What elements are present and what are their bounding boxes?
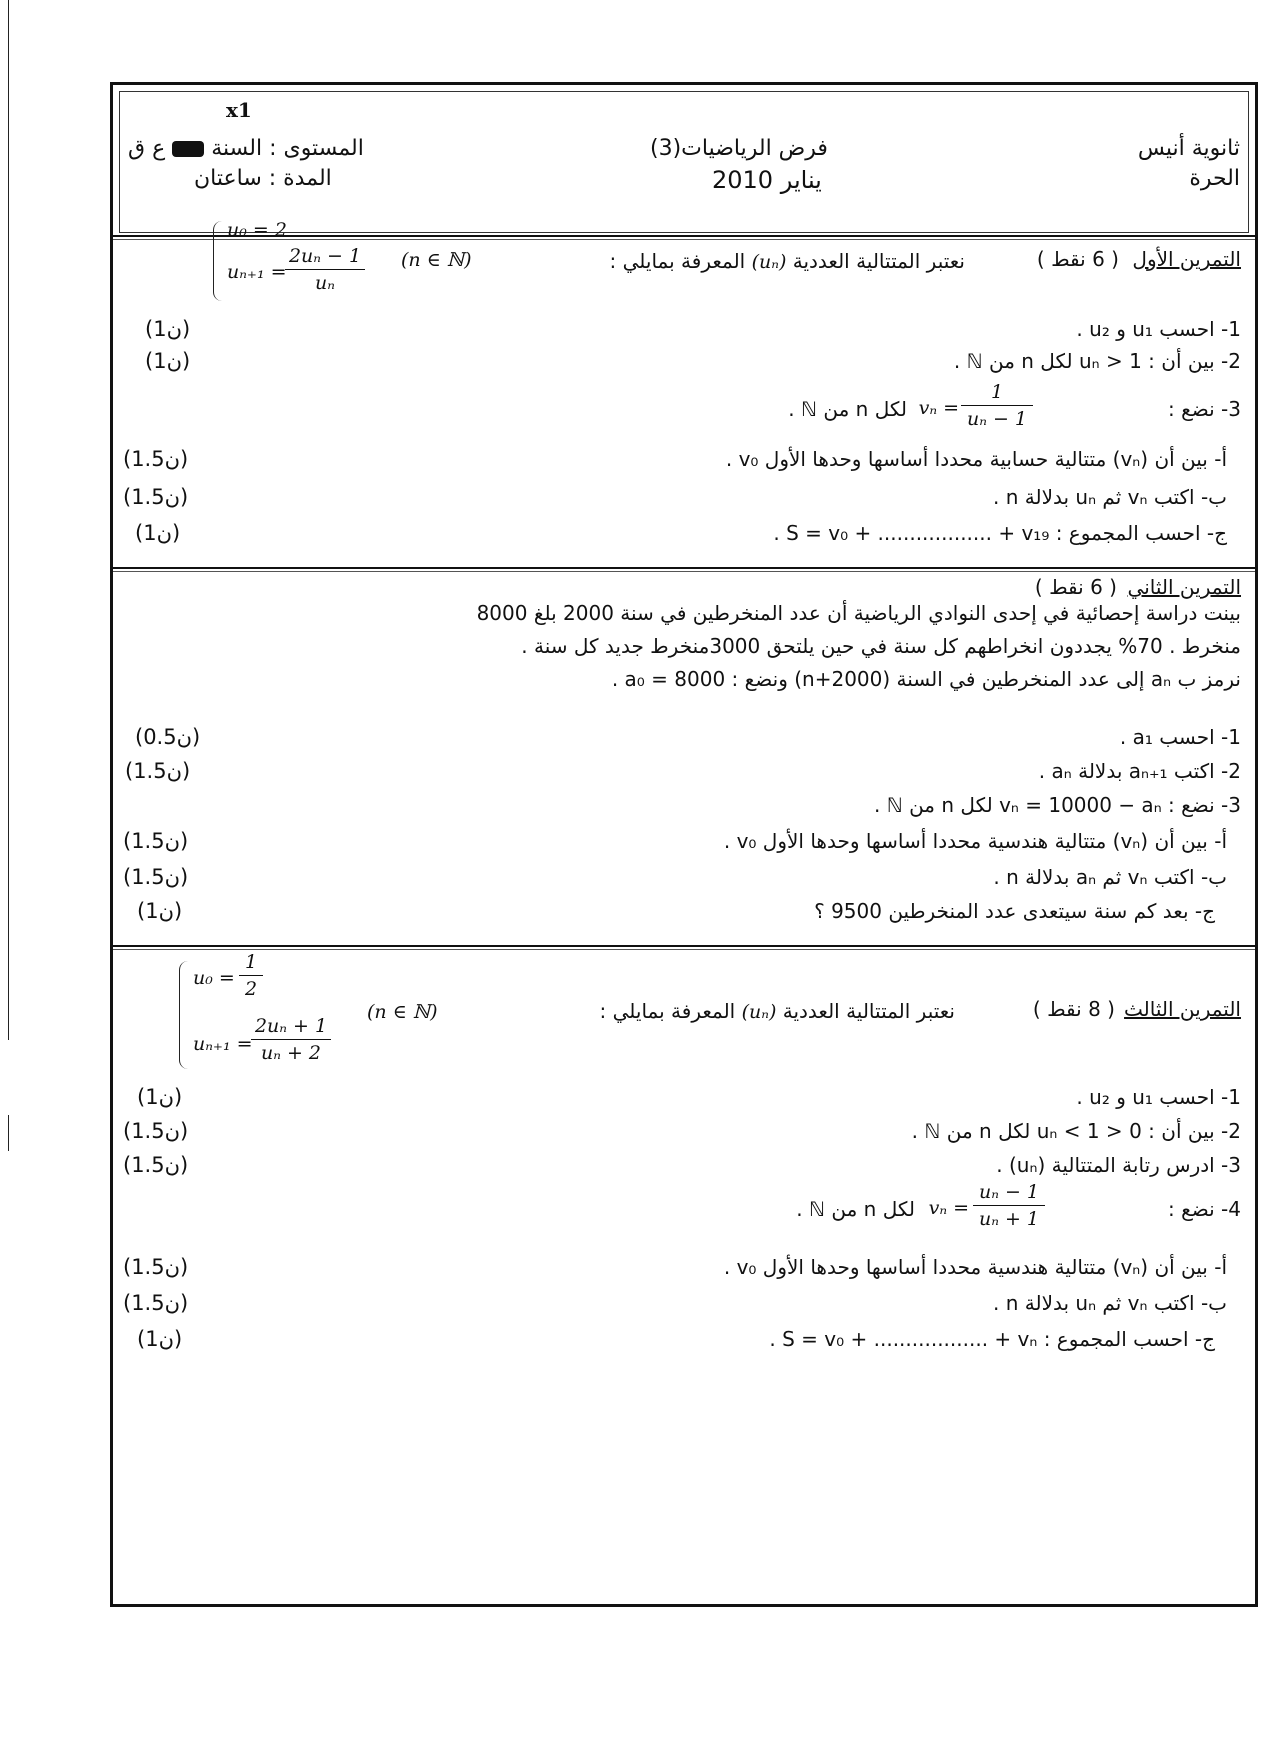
statement-line-1: بينت دراسة إحصائية في إحدى النوادي الرياضية أن عدد المنخرطين في سنة 2000 بلغ 8000 — [476, 601, 1241, 625]
page-edge-line — [8, 0, 9, 1040]
fraction-denominator: uₙ + 2 — [260, 1042, 322, 1064]
exercise3-q2-points: (1.5ن) — [123, 1119, 189, 1143]
exercise2-qa-points: (1.5ن) — [123, 829, 189, 853]
definition-line-1: u₀ = 2 — [227, 219, 287, 241]
exam-header — [119, 91, 1249, 233]
exercise2-points: ( 6 نقط ) — [1034, 575, 1117, 599]
q4-denominator: uₙ + 1 — [978, 1208, 1040, 1230]
q4-numerator: uₙ − 1 — [978, 1181, 1040, 1203]
exercise3-q1-points: (1ن) — [137, 1085, 183, 1109]
definition-brace — [213, 221, 222, 301]
exercise1-q2-points: (1ن) — [145, 349, 191, 373]
exercise3-qa: أ- بين أن (vₙ) متتالية هندسية محددا أساسها وحدها الأول v₀ . — [723, 1255, 1227, 1279]
section-divider-2 — [113, 567, 1255, 572]
exercise2-qc: ج- بعد كم سنة سيتعدى عدد المنخرطين 9500 ؟ — [814, 899, 1215, 923]
exercise3-q4-label: 4- نضع : — [1168, 1197, 1241, 1221]
exercise2-q1: 1- احسب a₁ . — [1119, 725, 1241, 749]
exercise2-qc-points: (1ن) — [137, 899, 183, 923]
u0-numerator: 1 — [244, 951, 258, 973]
exercise2-q1-points: (0.5ن) — [135, 725, 201, 749]
exercise1-qa: أ- بين أن (vₙ) متتالية حسابية محددا أساسها وحدها الأول v₀ . — [725, 447, 1227, 471]
exercise2-statement — [231, 597, 1241, 696]
q3-denominator: uₙ − 1 — [966, 408, 1028, 430]
section-divider-3 — [113, 945, 1255, 950]
exercise3-qb: ب- اكتب vₙ ثم uₙ بدلالة n . — [993, 1291, 1227, 1315]
exercise3-qb-points: (1.5ن) — [123, 1291, 189, 1315]
exercise3-q1: 1- احسب u₁ و u₂ . — [1076, 1085, 1241, 1109]
sequence-symbol: (u — [759, 251, 787, 273]
exercise2-q2: 2- اكتب aₙ₊₁ بدلالة aₙ . — [1038, 759, 1241, 783]
exercise1-qb-points: (1.5ن) — [123, 485, 189, 509]
exam-title: فرض الرياضيات(3) — [650, 136, 828, 161]
exercise2-q2-points: (1.5ن) — [125, 759, 191, 783]
q4-fraction — [973, 1181, 1045, 1230]
exercise3-q3: 3- ادرس رتابة المتتالية (uₙ) . — [996, 1153, 1241, 1177]
exercise1-q1-points: (1ن) — [145, 317, 191, 341]
ink-blot — [172, 141, 204, 157]
school-city: الحرة — [1189, 166, 1240, 191]
exercise3-qc-points: (1ن) — [137, 1327, 183, 1351]
exercise3-intro: نعتبر المتتالية العددية (uₙ) المعرفة بمايلي : — [599, 999, 955, 1023]
exercise2-qb: ب- اكتب vₙ ثم aₙ بدلالة n . — [993, 865, 1227, 889]
q3-fraction — [961, 381, 1033, 430]
intro-text: نعتبر المتتالية العددية — [782, 999, 955, 1023]
exercise1-qc-points: (1ن) — [135, 521, 181, 545]
exercise1-q1: 1- احسب u₁ و u₂ . — [1076, 317, 1241, 341]
intro-text-2: المعرفة بمايلي : — [609, 249, 746, 273]
fraction-numerator: 2uₙ − 1 — [288, 245, 362, 267]
exam-duration: المدة : ساعتان — [194, 166, 332, 191]
page-edge-mark — [8, 1115, 9, 1151]
q3-quantifier: لكل n من ℕ . — [788, 397, 907, 421]
statement-line-3: نرمز ب aₙ إلى عدد المنخرطين في السنة (2000+n) ونضع : a₀ = 8000 . — [611, 667, 1241, 691]
exam-frame — [110, 82, 1258, 1607]
school-name: ثانوية أنيس — [1137, 136, 1240, 161]
fraction-numerator: 2uₙ + 1 — [254, 1015, 328, 1037]
exercise1-intro: نعتبر المتتالية العددية (uₙ) المعرفة بمايلي : — [609, 249, 965, 273]
exercise1-qb: ب- اكتب vₙ ثم uₙ بدلالة n . — [993, 485, 1227, 509]
definition-lhs: uₙ₊₁ = — [193, 1033, 253, 1055]
exercise3-qa-points: (1.5ن) — [123, 1255, 189, 1279]
level-label: المستوى : السنة — [211, 136, 364, 161]
exercise2-title: التمرين الثاني — [1127, 575, 1241, 599]
exercise2-q3: 3- نضع : vₙ = 10000 − aₙ لكل n من ℕ . — [873, 793, 1241, 817]
level-suffix: ع ق — [128, 136, 166, 161]
exercise3-domain: (n ∈ ℕ) — [367, 1001, 438, 1023]
q3-lhs: vₙ = — [918, 397, 959, 419]
exercise1-qa-points: (1.5ن) — [123, 447, 189, 471]
exercise3-q2: 2- بين أن : 0 < uₙ < 1 لكل n من ℕ . — [911, 1119, 1241, 1143]
exercise1-points: ( 6 نقط ) — [1036, 247, 1119, 271]
exercise2-qa: أ- بين أن (vₙ) متتالية هندسية محددا أساسها وحدها الأول v₀ . — [723, 829, 1227, 853]
definition-fraction — [285, 245, 365, 294]
exercise1-q2: 2- بين أن : uₙ > 1 لكل n من ℕ . — [953, 349, 1241, 373]
u0-denominator: 2 — [244, 978, 258, 1000]
exercise3-title: التمرين الثالث — [1124, 997, 1241, 1021]
exercise1-q3-label: 3- نضع : — [1168, 397, 1241, 421]
q4-lhs: vₙ = — [928, 1197, 969, 1219]
intro-text: نعتبر المتتالية العددية — [792, 249, 965, 273]
exam-date: يناير 2010 — [712, 166, 822, 194]
exercise1-title: التمرين الأول — [1132, 247, 1241, 271]
exercise2-qb-points: (1.5ن) — [123, 865, 189, 889]
definition-u0-lhs: u₀ = — [193, 967, 235, 989]
exercise3-points: ( 8 نقط ) — [1032, 997, 1115, 1021]
definition-brace — [179, 961, 188, 1069]
definition-lhs: uₙ₊₁ = — [227, 261, 287, 283]
definition-fraction — [251, 1015, 331, 1064]
sequence-symbol: (u — [749, 1001, 777, 1023]
exercise3-qc: ج- احسب المجموع : S = v₀ + .................. + vₙ . — [769, 1327, 1215, 1351]
exercise1-qc: ج- احسب المجموع : S = v₀ + .................. + v₁₉ . — [773, 521, 1227, 545]
fraction-denominator: uₙ — [315, 272, 335, 294]
intro-text-2: المعرفة بمايلي : — [599, 999, 736, 1023]
q4-quantifier: لكل n من ℕ . — [796, 1197, 915, 1221]
definition-u0-fraction — [239, 951, 263, 1000]
statement-line-2: منخرط . 70% يجددون انخراطهم كل سنة في حين يلتحق 3000منخرط جديد كل سنة . — [521, 634, 1241, 658]
exercise3-q3-points: (1.5ن) — [123, 1153, 189, 1177]
level-line — [128, 136, 364, 161]
handwritten-mark: x1 — [226, 98, 252, 122]
exercise1-domain: (n ∈ ℕ) — [401, 249, 472, 271]
q3-numerator: 1 — [990, 381, 1004, 403]
